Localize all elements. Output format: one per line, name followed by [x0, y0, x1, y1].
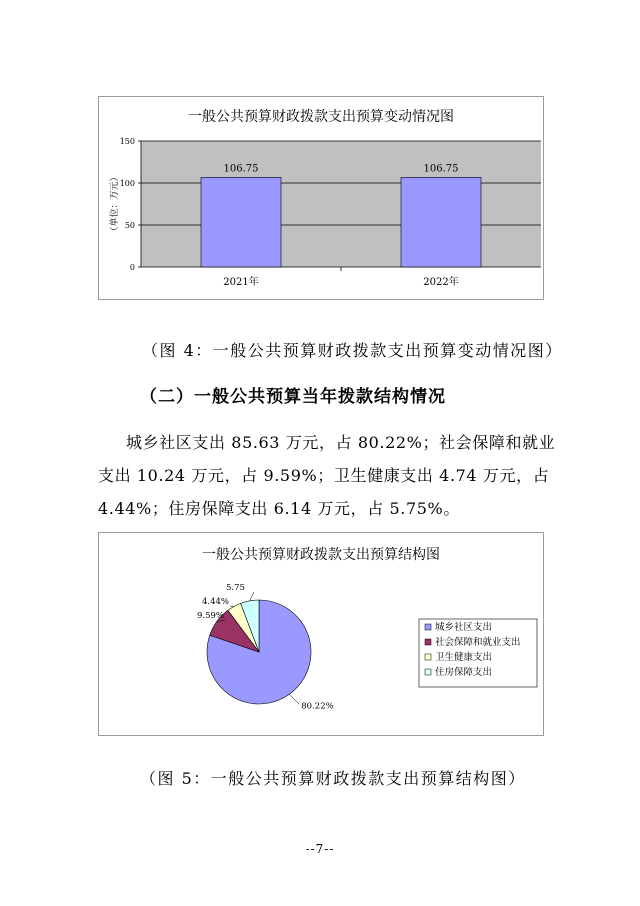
pie-data-label: 4.44%: [202, 597, 230, 607]
bar-data-label: 106.75: [423, 163, 459, 175]
legend-swatch: [425, 624, 431, 630]
pie-chart-frame: [98, 532, 544, 736]
figure-5-caption: （图 5：一般公共预算财政拨款支出预算结构图）: [140, 769, 526, 788]
y-axis-label: （单位：万元）: [110, 172, 120, 236]
bar-chart: [99, 97, 543, 299]
y-tick-label: 100: [119, 179, 135, 188]
legend-swatch: [425, 639, 431, 645]
legend-swatch: [425, 654, 431, 660]
bar-data-label: 106.75: [223, 163, 259, 175]
bar: [201, 177, 281, 267]
y-tick-label: 150: [119, 137, 135, 146]
x-tick-label: 2021年: [223, 277, 259, 288]
legend-label: 城乡社区支出: [435, 622, 493, 633]
legend-swatch: [425, 669, 431, 675]
y-tick-label: 50: [124, 221, 135, 230]
bar-chart-frame: [98, 96, 544, 300]
page-number: --7--: [305, 842, 335, 856]
legend-label: 住房保障支出: [435, 667, 493, 678]
paragraph-line-2: 支出 10.24 万元，占 9.59%；卫生健康支出 4.74 万元，占: [98, 466, 550, 485]
bar: [401, 177, 481, 267]
paragraph-line-3: 4.44%；住房保障支出 6.14 万元，占 5.75%。: [98, 499, 460, 518]
legend-label: 社会保障和就业支出: [435, 637, 521, 648]
pie-data-label: 80.22%: [301, 701, 334, 712]
pie-chart: [99, 533, 543, 735]
pie-data-label: 5.75: [226, 583, 245, 593]
y-tick-label: 0: [129, 263, 135, 272]
x-tick-label: 2022年: [423, 277, 459, 288]
pie-chart-title: 一般公共预算财政拨款支出预算结构图: [202, 547, 440, 563]
pie-data-label: 9.59%: [197, 611, 225, 621]
figure-4-caption: （图 4：一般公共预算财政拨款支出预算变动情况图）: [142, 341, 563, 360]
leader-line: [250, 592, 254, 601]
legend-label: 卫生健康支出: [435, 652, 493, 663]
bar-chart-title: 一般公共预算财政拨款支出预算变动情况图: [188, 109, 454, 125]
leader-line: [289, 694, 299, 704]
paragraph-line-1: 城乡社区支出 85.63 万元，占 80.22%；社会保障和就业: [126, 433, 556, 452]
section-heading: （二）一般公共预算当年拨款结构情况: [140, 387, 446, 407]
